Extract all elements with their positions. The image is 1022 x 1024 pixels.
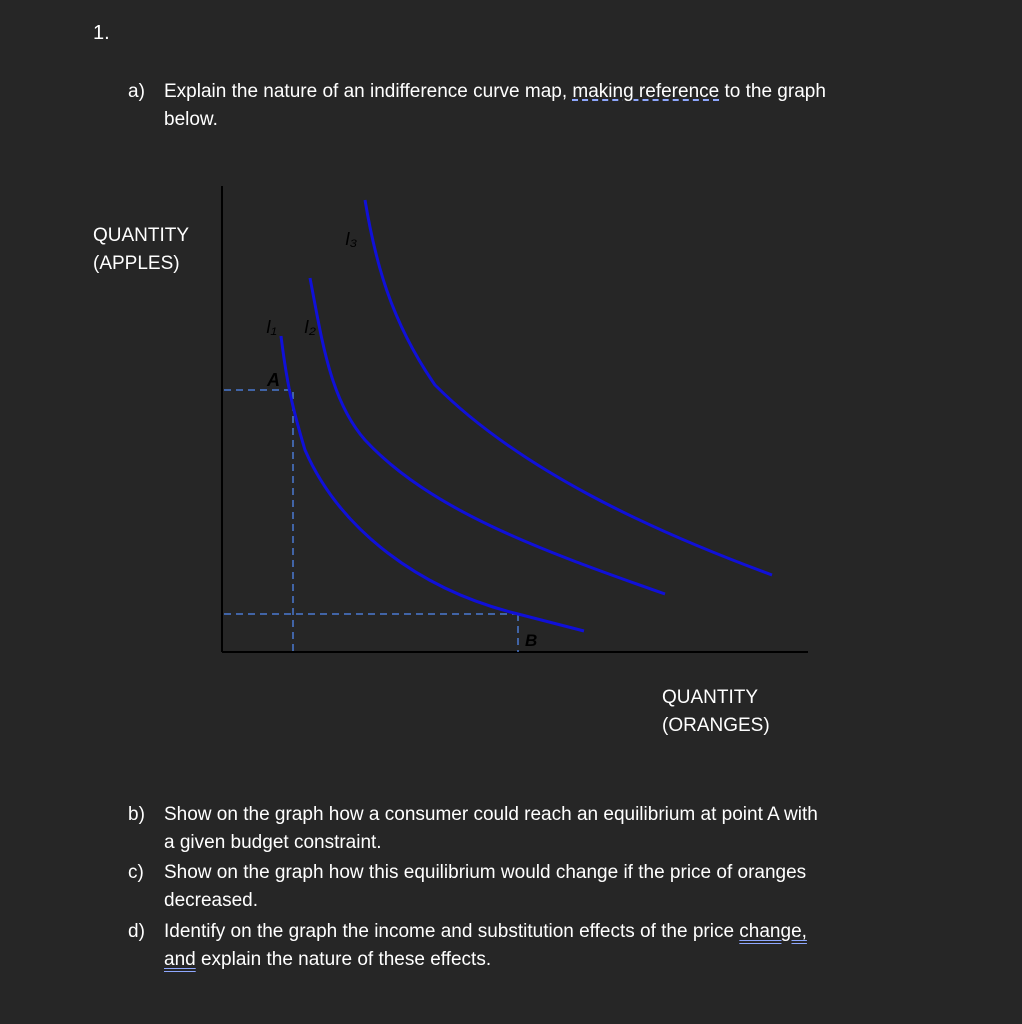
part-b-label: b) xyxy=(128,804,145,825)
part-d-label: d) xyxy=(128,921,145,942)
curve-label-i2: I₂ xyxy=(304,317,316,337)
part-c-text-line1: Show on the graph how this equilibrium would change if the price of oranges xyxy=(164,862,807,883)
part-d-text xyxy=(164,918,924,974)
part-a-text-end: to the graph xyxy=(719,81,826,102)
x-axis-label-line2: (ORANGES) xyxy=(662,715,770,736)
part-c-label: c) xyxy=(128,862,144,883)
part-a-label: a) xyxy=(128,81,145,102)
part-b-text xyxy=(164,801,924,857)
y-axis-label-line2: (APPLES) xyxy=(93,253,180,274)
part-a-text-start: Explain the nature of an indifference curve map, xyxy=(164,81,573,102)
part-b xyxy=(128,801,948,861)
indifference-curve-i2 xyxy=(310,278,665,594)
indifference-curve-i3 xyxy=(365,200,772,575)
part-d-text-start: Identify on the graph the income and substitution effects of the price xyxy=(164,921,740,942)
grammar-marked-word-change[interactable]: change, xyxy=(739,921,807,942)
grammar-marked-phrase[interactable]: making reference xyxy=(572,81,720,102)
part-c-text-line2: decreased. xyxy=(164,890,259,911)
part-c xyxy=(128,859,948,919)
point-label-a: A xyxy=(267,370,280,390)
x-axis-label xyxy=(662,684,770,740)
point-label-b: B xyxy=(525,631,538,650)
y-axis-label-line1: QUANTITY xyxy=(93,225,190,246)
part-b-text-line2: a given budget constraint. xyxy=(164,832,382,853)
x-axis-label-line1: QUANTITY xyxy=(662,687,759,708)
part-d xyxy=(128,918,948,978)
part-c-text xyxy=(164,859,924,915)
part-d-text-end: explain the nature of these effects. xyxy=(195,949,492,970)
curve-label-i1: I₁ xyxy=(266,317,277,337)
part-a-text-line2: below. xyxy=(164,109,218,130)
curve-label-i3: I₃ xyxy=(345,229,358,249)
part-b-text-line1: Show on the graph how a consumer could reach an equilibrium at point A with xyxy=(164,804,818,825)
grammar-marked-word-and[interactable]: and xyxy=(164,949,196,970)
question-number: 1. xyxy=(93,22,110,44)
